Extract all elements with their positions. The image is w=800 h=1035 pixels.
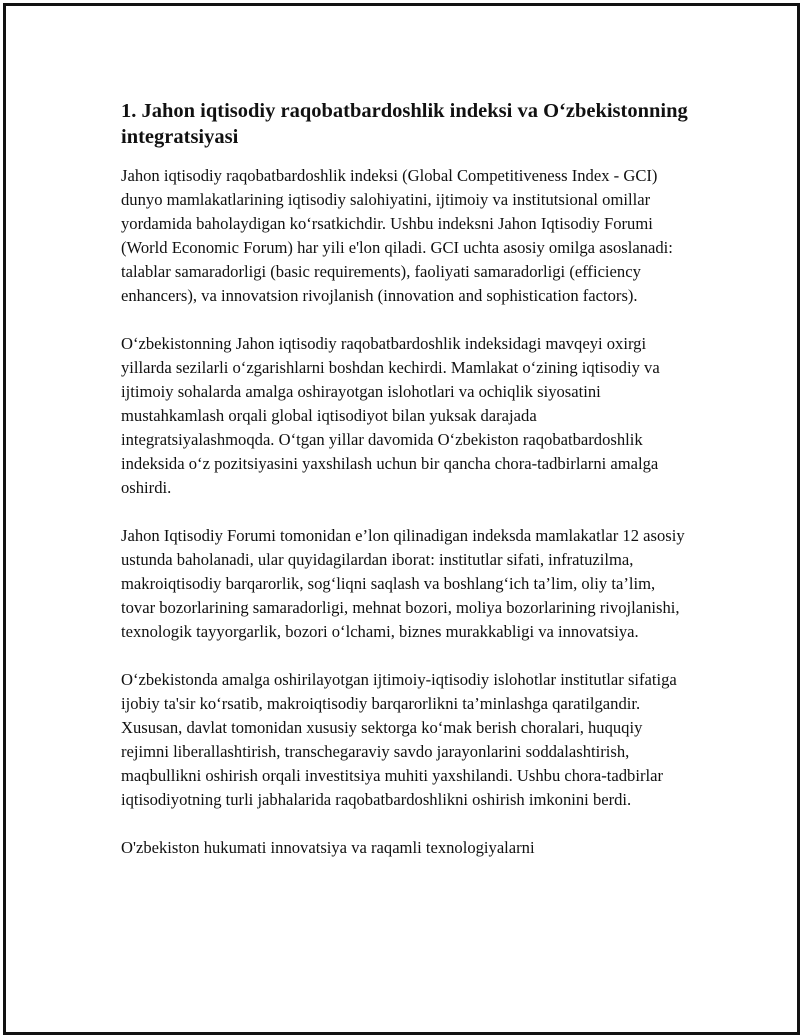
paragraph-twelve-pillars: Jahon Iqtisodiy Forumi tomonidan e’lon qilinadigan indeksda mamlakatlar 12 asosiy ustunda baholanadi, ular quyidagilardan iborat: institutlar sifati, infratuzilma, makroiqtisodiy barqarorlik, sog‘liqni saqlash va boshlang‘ich ta’lim, oliy ta’lim, tovar bozorlarining samaradorligi, mehnat bozori, moliya bozorlarining rivojlanishi, texnologik tayyorgarlik, bozori o‘lchami, biznes murakkabligi va innovatsiya. xyxy=(121,526,685,641)
paragraph-gci-definition: Jahon iqtisodiy raqobatbardoshlik indeksi (Global Competitiveness Index - GCI) dunyo mamlakatlarining iqtisodiy salohiyatini, ijtimoiy va institutsional omillar yordamida baholaydigan ko‘rsatkichdir. Ushbu indeksni Jahon Iqtisodiy Forumi (World Economic Forum) har yili e'lon qiladi. GCI uchta asosiy omilga asoslanadi: talablar samaradorligi (basic requirements), faoliyati samaradorligi (efficiency enhancers), va innovatsion rivojlanish (innovation and sophistication factors). xyxy=(121,166,673,305)
paragraph-uzbekistan-position: O‘zbekistonning Jahon iqtisodiy raqobatbardoshlik indeksidagi mavqeyi oxirgi yillarda sezilarli o‘zgarishlarni boshdan kechirdi. Mamlakat o‘zining iqtisodiy va ijtimoiy sohalarda amalga oshirayotgan islohotlari va ochiqlik siyosatini mustahkamlash orqali global iqtisodiyot bilan yuksak darajada integratsiyalashmoqda. O‘tgan yillar davomida O‘zbekiston raqobatbardoshlik indeksida o‘z pozitsiyasini yaxshilash uchun bir qancha chora-tadbirlarni amalga oshirdi. xyxy=(121,334,660,497)
section-heading: 1. Jahon iqtisodiy raqobatbardoshlik indeksi va O‘zbekistonning integratsiyasi xyxy=(121,100,688,148)
page-frame xyxy=(3,3,800,1035)
paragraph-innovation: O'zbekiston hukumati innovatsiya va raqamli texnologiyalarni xyxy=(121,838,535,857)
paragraph-reforms: O‘zbekistonda amalga oshirilayotgan ijtimoiy-iqtisodiy islohotlar institutlar sifatiga ijobiy ta'sir ko‘rsatib, makroiqtisodiy barqarorlikni ta’minlashga qaratilgandir. Xususan, davlat tomonidan xususiy sektorga ko‘mak berish choralari, huquqiy rejimni liberallashtirish, transchegaraviy savdo jarayonlarini soddalashtirish, maqbullikni oshirish orqali investitsiya muhiti yaxshilandi. Ushbu chora-tadbirlar iqtisodiyotning turli jabhalarida raqobatbardoshlikni oshirish imkonini berdi. xyxy=(121,670,677,809)
document-body xyxy=(121,98,691,884)
